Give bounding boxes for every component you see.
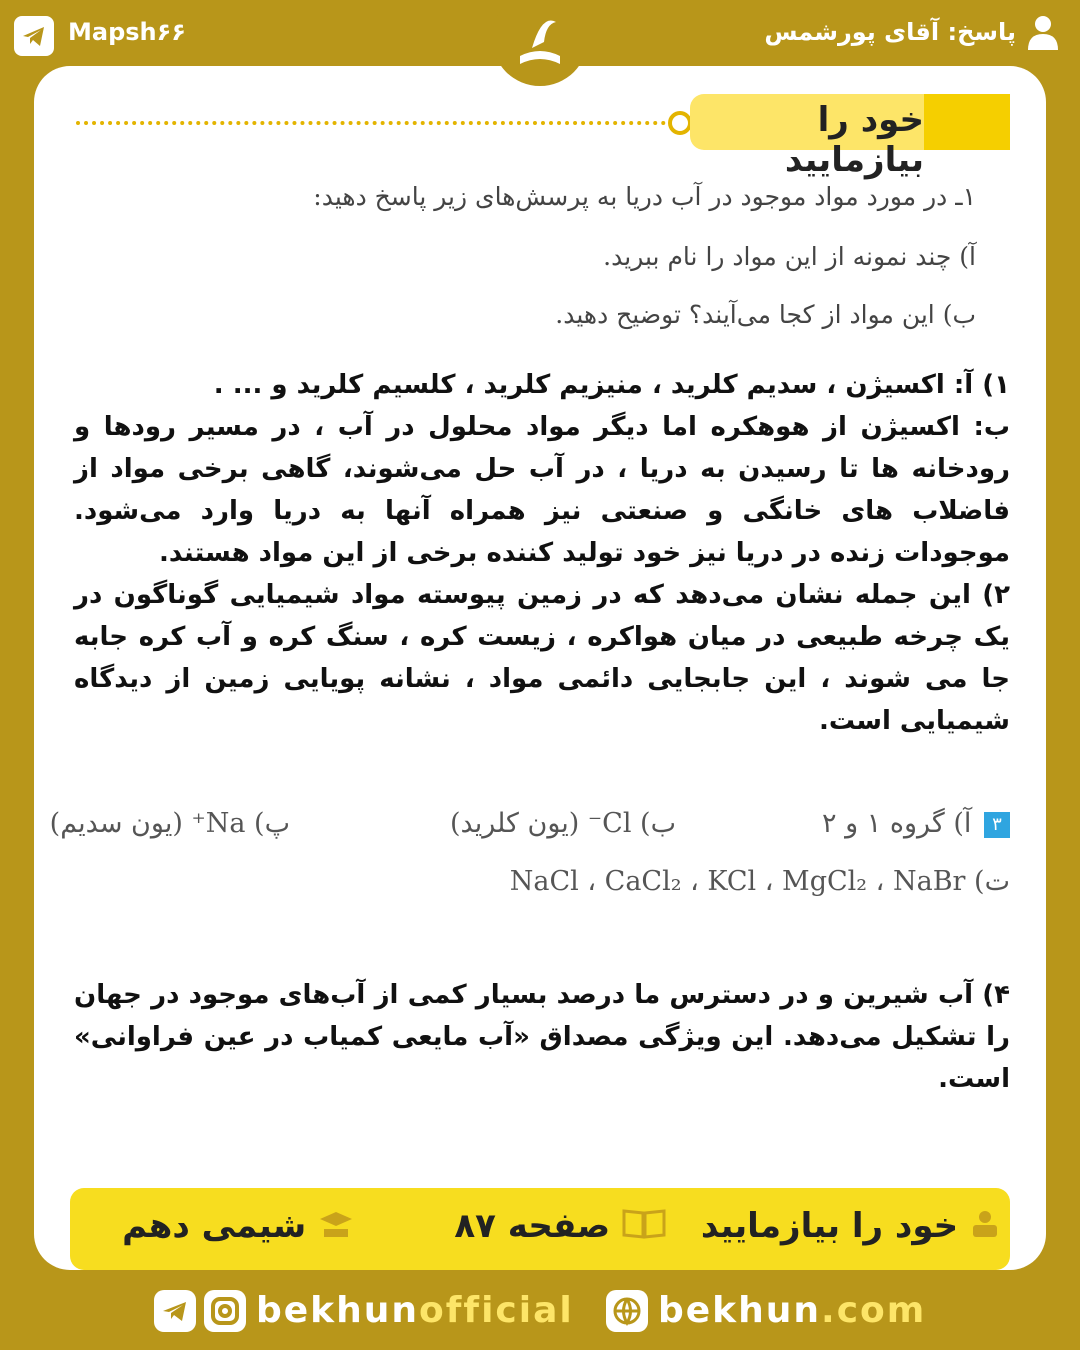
user-icon — [1026, 14, 1060, 52]
telegram-icon[interactable] — [14, 16, 54, 56]
answer-2: ۲) این جمله نشان می‌دهد که در زمین پیوسته مواد شیمیایی گوناگون در یک چرخه طبیعی در میان هواکره ، زیست کره ، سنگ کره و آب کره جابه جا می شوند ، این جابجایی دائمی مواد ، نشانه پویایی زمین از دیدگاه شیمیایی است. — [74, 580, 1010, 736]
instagram-icon[interactable] — [204, 1290, 246, 1332]
footer-page: صفحه ۸۷ — [454, 1206, 666, 1248]
answer-4: ۴) آب شیرین و در دسترس ما درصد بسیار کمی از آب‌های موجود در جهان را تشکیل می‌دهد. این ویژگی مصداق «آب مایعی کمیاب در عین فراوانی» است. — [74, 980, 1010, 1094]
book-icon — [622, 1207, 666, 1248]
graduation-cap-icon — [318, 1208, 354, 1248]
question-1a: آ) چند نمونه از این مواد را نام ببرید. — [603, 242, 976, 271]
section-title: خود را بیازمایید — [784, 100, 924, 180]
website-link[interactable] — [606, 1290, 926, 1340]
answer-author: پاسخ: آقای پورشمس — [764, 18, 1016, 46]
answer-3t: ت) NaCl ، CaCl₂ ، KCl ، MgCl₂ ، NaBr — [509, 866, 1010, 897]
question-1: ۱ـ در مورد مواد موجود در آب دریا به پرسش‌های زیر پاسخ دهید: — [313, 182, 976, 211]
section-header — [70, 94, 1010, 180]
channel-name[interactable]: Mapsh۶۶ — [68, 18, 186, 46]
telegram-icon[interactable] — [154, 1290, 196, 1332]
answer-1b: ب: اکسیژن از هوهکره اما دیگر مواد محلول در آب ، در مسیر رودها و رودخانه ها تا رسیدن به دریا ، در آب حل می‌شوند، گاهی برخی مواد از فاضلاب های خانگی و صنعتی نیز همراه آنها به دریا وارد می‌شود. موجودات زنده در دریا نیز خود تولید کننده برخی از این مواد هستند. — [74, 412, 1010, 568]
social-link[interactable] — [154, 1290, 574, 1340]
teacher-icon — [970, 1208, 1000, 1248]
dotted-divider — [76, 121, 674, 125]
footer-subject: شیمی دهم — [122, 1206, 354, 1248]
website-url[interactable]: bekhun.com — [658, 1290, 927, 1331]
divider-circle — [668, 111, 692, 135]
question-1b: ب) این مواد از کجا می‌آیند؟ توضیح دهید. — [555, 300, 976, 329]
number-badge: ۳ — [984, 812, 1010, 838]
answer-block-1-2 — [74, 364, 1010, 742]
bekhun-logo — [490, 8, 590, 98]
social-handle[interactable]: bekhunofficial — [256, 1290, 574, 1331]
globe-icon[interactable] — [606, 1290, 648, 1332]
answer-3p: پ) Na⁺ (یون سدیم) — [49, 808, 290, 839]
answer-3a: ۳ آ) گروه ۱ و ۲ — [822, 808, 1010, 839]
footer-info-bar — [70, 1188, 1010, 1270]
footer-section: خود را بیازمایید — [701, 1206, 1000, 1248]
answer-3b: ب) Cl⁻ (یون کلرید) — [450, 808, 676, 839]
answer-1a: ۱) آ: اکسیژن ، سدیم کلرید ، منیزیم کلرید ، کلسیم کلرید و ... . — [213, 370, 1010, 400]
section-title-box — [690, 94, 1010, 180]
